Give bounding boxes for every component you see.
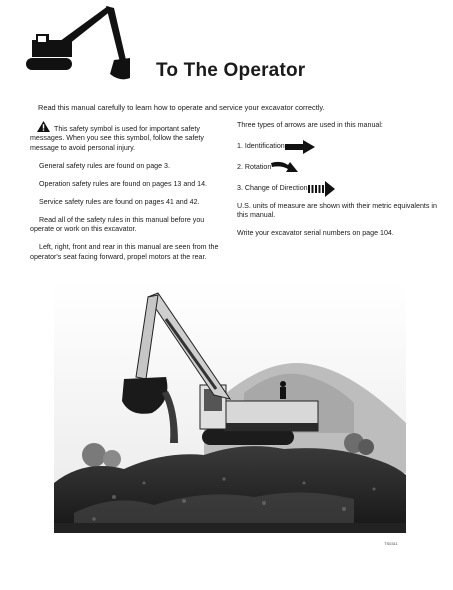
read-all-text: Read all of the safety rules in this manual before you operate or work on this excavator. (30, 215, 205, 234)
page-title: To The Operator (156, 60, 306, 81)
photo-id-label: TS0311 (384, 541, 398, 546)
serial-note-text: Write your excavator serial numbers on page 104. (237, 229, 394, 238)
arrow-item-label: 3. Change of Direction (237, 183, 308, 192)
identification-arrow-icon (285, 140, 315, 154)
service-rules-text: Service safety rules are found on pages 41 and 42. (39, 197, 200, 206)
arrow-item-identification (237, 139, 437, 154)
arrow-item-label: 1. Identification (237, 141, 285, 150)
arrow-item-label: 2. Rotation (237, 162, 272, 171)
general-rules-text: General safety rules are found on page 3. (39, 161, 170, 170)
orientation-text: Left, right, front and rear in this manual are seen from the operator's seat facing forward, propel motors at the rear. (30, 243, 219, 261)
operation-rules-text: Operation safety rules are found on pages 13 and 14. (39, 179, 208, 188)
arrow-item-change-of-direction (237, 181, 437, 196)
warning-triangle-icon (37, 121, 50, 132)
units-note-text: U.S. units of measure are shown with their metric equivalents in this manual. (237, 202, 437, 220)
right-column (237, 121, 437, 247)
intro-text: Read this manual carefully to learn how to operate and service your excavator correctly. (38, 103, 325, 112)
safety-symbol-paragraph (30, 121, 220, 153)
change-of-direction-arrow-icon (308, 181, 336, 197)
rotation-arrow-icon (271, 160, 299, 176)
excavator-photo (54, 283, 406, 533)
arrows-intro-text: Three types of arrows are used in this manual: (237, 121, 383, 129)
left-column (30, 121, 220, 271)
safety-symbol-text: This safety symbol is used for important safety messages. When you see this symbol, follow the safety message to avoid personal injury. (30, 125, 204, 152)
excavator-silhouette-icon (26, 4, 132, 82)
arrow-item-rotation (237, 160, 437, 175)
